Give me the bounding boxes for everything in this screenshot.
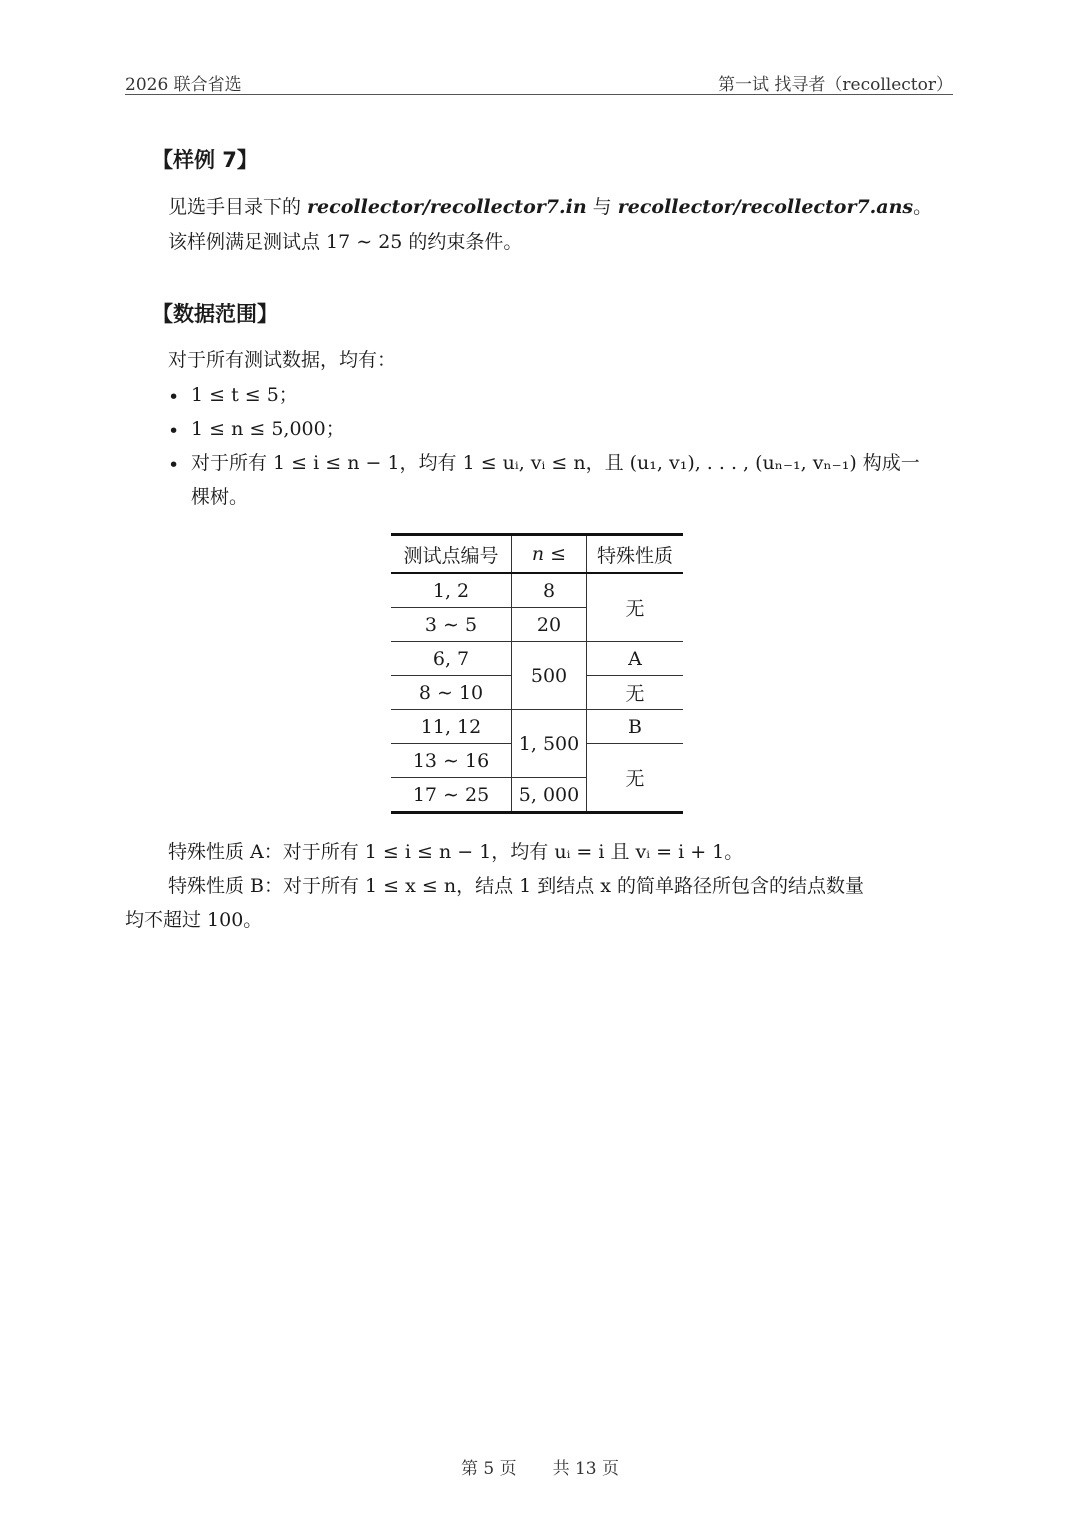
sample-title: 【样例 7】 — [152, 148, 258, 172]
table-row — [391, 642, 683, 676]
table-row — [391, 573, 683, 608]
property-b: 特殊性质 B：对于所有 1 ≤ x ≤ n，结点 1 到结点 x 的简单路径所包含的结点数量 — [168, 875, 865, 897]
data-range-title: 【数据范围】 — [152, 302, 278, 326]
table-header-row — [391, 535, 683, 574]
table-cell: 11, 12 — [391, 710, 512, 744]
property-a: 特殊性质 A：对于所有 1 ≤ i ≤ n − 1，均有 uᵢ = i 且 vᵢ = i + 1。 — [168, 841, 744, 863]
table-cell: 无 — [587, 744, 684, 813]
page-total: 共 13 页 — [552, 1459, 620, 1479]
sample-answer-file: recollector/recollector7.ans — [617, 196, 914, 218]
table-cell: 无 — [587, 573, 684, 642]
header-cell: n ≤ — [512, 535, 587, 574]
table-cell: B — [587, 710, 684, 744]
table-row — [391, 710, 683, 744]
property-b-continuation: 均不超过 100。 — [125, 909, 263, 931]
header-contest: 2026 联合省选 — [125, 75, 242, 95]
bullet-icon: • — [168, 386, 180, 408]
table-cell: 500 — [512, 642, 587, 710]
table-cell: A — [587, 642, 684, 676]
table-cell: 无 — [587, 676, 684, 710]
table-cell: 6, 7 — [391, 642, 512, 676]
data-range-intro: 对于所有测试数据，均有： — [168, 349, 397, 371]
table-cell: 8 ∼ 10 — [391, 676, 512, 710]
table-cell: 1, 500 — [512, 710, 587, 778]
header-cell: 测试点编号 — [391, 535, 512, 574]
header-problem: 第一试 找寻者（recollector） — [718, 75, 953, 95]
page-number: 第 5 页 — [460, 1459, 517, 1479]
bullet-icon: • — [168, 420, 180, 442]
table-cell: 3 ∼ 5 — [391, 608, 512, 642]
table-cell: 20 — [512, 608, 587, 642]
sample-input-file: recollector/recollector7.in — [307, 196, 587, 218]
table-cell: 5, 000 — [512, 778, 587, 813]
page-footer — [0, 1454, 1080, 1479]
bullet-continuation: 棵树。 — [191, 486, 249, 508]
table-cell: 1, 2 — [391, 573, 512, 608]
bullet-item: 1 ≤ t ≤ 5； — [191, 384, 298, 406]
constraints-table — [391, 533, 683, 814]
bullet-item: 对于所有 1 ≤ i ≤ n − 1，均有 1 ≤ uᵢ, vᵢ ≤ n，且 (u₁, v₁), . . . , (uₙ₋₁, vₙ₋₁) 构成一 — [191, 452, 920, 474]
bullet-item: 1 ≤ n ≤ 5,000； — [191, 418, 345, 440]
page-header — [125, 68, 953, 95]
bullet-icon: • — [168, 454, 180, 476]
sample-line-1: 见选手目录下的 recollector/recollector7.in 与 recollector/recollector7.ans。 — [168, 196, 933, 218]
table-cell: 13 ∼ 16 — [391, 744, 512, 778]
table-cell: 17 ∼ 25 — [391, 778, 512, 813]
header-cell: 特殊性质 — [587, 535, 684, 574]
sample-line-2: 该样例满足测试点 17 ∼ 25 的约束条件。 — [168, 231, 523, 253]
table-cell: 8 — [512, 573, 587, 608]
